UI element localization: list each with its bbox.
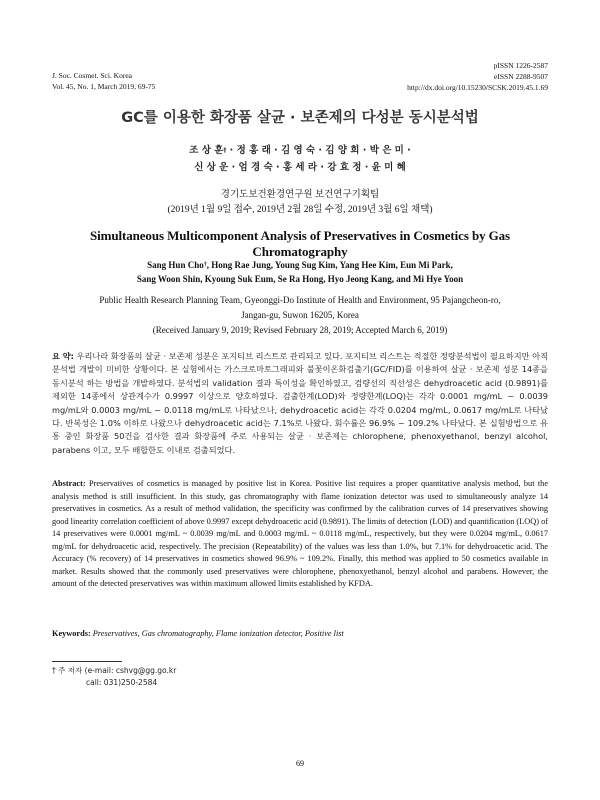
page-number: 69 — [296, 759, 304, 768]
korean-affiliation-block — [52, 188, 548, 218]
english-authors-line2: Sang Woon Shin, Kyoung Suk Eum, Se Ra Hong, Hyo Jeong Kang, and Mi Hye Yoon — [136, 273, 464, 284]
english-abstract-text: Preservatives of cosmetics is managed by positive list in Korea. Positive list requires a proper quantitative analysis method, but the analysis method is still insufficient. In this study, gas chromatography with flame ionization detector was used to simultaneously analyze 14 preservatives in cosmetics. As a result of method validation, the specificity was confirmed by the calibration curves of 14 preservatives showing good linearity correlation coefficient of above 0.9997 except dehydroacetic acid (0.9891). The limits of detection (LOD) and quantification (LOQ) of 14 preservatives were 0.0001 mg/mL ~ 0.0039 mg/mL and 0.0003 mg/mL ~ 0.0118 mg/mL, respectively, but they were 0.0204 mg/mL, 0.0617 mg/mL for dehydroacetic acid, respectively. The precision (Repeatability) of the values was less than 1.0%, but 7.1% for dehydroacetic acid. The Accuracy (% recovery) of 14 preservatives in cosmetics showed 96.9% ~ 109.2%. Finally, this method was applied to 50 cosmetics available in market. Results showed that the commonly used preservatives were chlorophene, phenoxyethanol, benzyl alcohol and parabens. However, the amount of the detected preservatives was within maximum allowed limits established by KFDA. — [52, 479, 548, 588]
keywords-text: Preservatives, Gas chromatography, Flame ionization detector, Positive list — [90, 629, 344, 638]
english-abstract-label: Abstract: — [52, 479, 86, 488]
footnote — [52, 665, 176, 689]
korean-authors-line1: · 정 홍 래 · 김 영 숙 · 김 양 희 · 박 은 미 · — [226, 145, 411, 156]
english-abstract — [52, 478, 548, 591]
korean-corresponding-author: 조 상 훈 — [189, 145, 224, 156]
keywords-label: Keywords: — [52, 629, 91, 638]
footnote-email: † 주 저자 (e-mail: cshvg@gg.go.kr — [52, 666, 177, 675]
eissn: eISSN 2288-9507 — [494, 72, 548, 81]
footnote-divider — [52, 661, 122, 662]
footnote-phone: call: 031)250-2584 — [86, 678, 158, 687]
korean-authors — [52, 142, 548, 176]
english-authors — [52, 259, 548, 286]
korean-abstract-text: 우리나라 화장품의 살균 · 보존제 성분은 포지티브 리스트로 관리되고 있다. 포지티브 리스트는 적절한 정량분석법이 필요하지만 아직 분석법 개발이 미비한 상황이다. 본 실험에서는 가스크로마토그래피와 불꽃이온화검출기(GC/FID)를 이용하여 살균 · 보존제 성분 14종을 동시분석 하는 방법을 개발하였다. 분석법의 validation 결과 특이성을 확인하였고, 검량선의 직선성은 dehydroacetic acid (0.9891)를 제외한 14종에서 상관계수가 0.9997 이상으로 양호하였다. 검출한계(LOD)와 정량한계(LOQ)는 각각 0.0001 mg/mL ~ 0.0039 mg/mL와 0.0003 mg/mL ~ 0.0118 mg/mL로 나타났으나, dehydroacetic acid는 각각 0.0204 mg/mL, 0.0617 mg/mL로 나타났다. 반복성은 1.0% 이하로 나왔으나 dehydroacetic acid는 7.1%로 나왔다. 회수률은 96.9% ~ 109.2% 나타났다. 본 실험방법으로 유통 중인 화장품 50건을 검사한 결과 화장품에 주로 사용되는 살균 · 보존제는 chlorophene, phenoxyethanol, benzyl alcohol, parabens 이고, 모두 배합한도 이내로 검출되었다. — [52, 351, 548, 455]
journal-citation — [52, 70, 155, 92]
english-affiliation-block — [52, 293, 548, 338]
english-affiliation-line2: Jangan-gu, Suwon 16205, Korea — [241, 310, 359, 320]
korean-authors-line2: 신 상 운 · 엄 경 숙 · 홍 세 라 · 강 효 정 · 윤 미 혜 — [194, 162, 406, 173]
english-affiliation-line1: Public Health Research Planning Team, Gyeonggi-Do Institute of Health and Environment, 95 Pajangcheon-ro, — [99, 295, 501, 305]
korean-affiliation: 경기도보건환경연구원 보건연구기획팀 — [220, 190, 380, 200]
journal-identifiers — [407, 60, 548, 93]
english-title: Simultaneous Multicomponent Analysis of Preservatives in Cosmetics by Gas Chromatography — [89, 228, 511, 259]
korean-abstract-label: 요 약: — [52, 351, 74, 361]
pissn: pISSN 1226-2587 — [493, 61, 548, 70]
journal-volume: Vol. 45, No. 1, March 2019, 69-75 — [52, 82, 156, 91]
english-authors-line1: , Hong Rae Jung, Young Sug Kim, Yang Hee Kim, Eun Mi Park, — [206, 260, 453, 270]
korean-abstract — [52, 350, 548, 457]
english-corresponding-author: Sang Hun Cho — [147, 260, 204, 270]
english-dates: (Received January 9, 2019; Revised February 28, 2019; Accepted March 6, 2019) — [152, 325, 448, 335]
korean-title: GC를 이용한 화장품 살균 · 보존제의 다성분 동시분석법 — [121, 110, 479, 126]
doi-link[interactable]: http://dx.doi.org/10.15230/SCSK.2019.45.1.69 — [407, 83, 548, 92]
keywords — [52, 629, 344, 638]
dagger-mark-en: † — [203, 262, 207, 268]
korean-dates: (2019년 1월 9일 접수, 2019년 2월 28일 수정, 2019년 3월 6일 채택) — [167, 205, 433, 215]
journal-name: J. Soc. Cosmet. Sci. Korea — [52, 71, 132, 80]
dagger-mark: † — [223, 147, 227, 154]
